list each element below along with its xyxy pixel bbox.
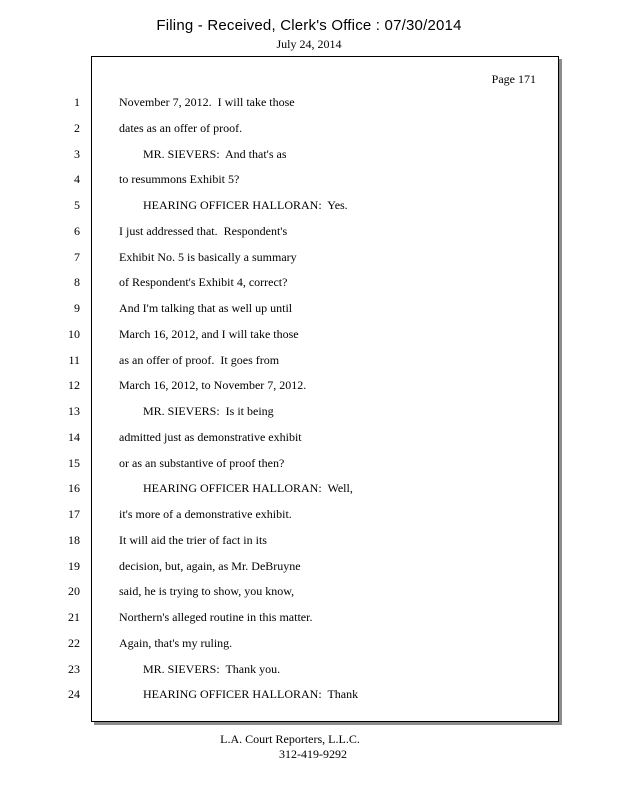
line-number: 16 <box>68 481 80 496</box>
line-text: HEARING OFFICER HALLORAN: Well, <box>119 481 353 496</box>
line-number: 1 <box>74 95 80 109</box>
line-text: March 16, 2012, and I will take those <box>119 326 299 341</box>
line-text: of Respondent's Exhibit 4, correct? <box>119 275 288 290</box>
line-number: 3 <box>74 146 80 161</box>
line-number: 19 <box>68 558 80 573</box>
line-text: And I'm talking that as well up until <box>119 301 293 315</box>
line-text: Northern's alleged routine in this matter. <box>119 610 313 624</box>
transcript-line <box>0 94 618 110</box>
line-number: 5 <box>74 198 80 212</box>
transcript-line <box>0 326 618 342</box>
transcript-line <box>0 480 618 496</box>
line-text: MR. SIEVERS: Thank you. <box>119 661 281 676</box>
line-text: it's more of a demonstrative exhibit. <box>119 507 292 521</box>
transcript-date: July 24, 2014 <box>276 37 342 51</box>
line-number: 12 <box>68 378 80 393</box>
line-number: 2 <box>74 120 80 135</box>
transcript-line <box>0 120 618 136</box>
transcript-line <box>0 274 618 290</box>
transcript-line <box>0 583 618 599</box>
transcript-line <box>0 171 618 187</box>
transcript-line <box>0 455 618 471</box>
line-text: as an offer of proof. It goes from <box>119 352 280 367</box>
transcript-line <box>0 249 618 265</box>
transcript-line <box>0 197 618 213</box>
line-number: 23 <box>68 661 80 676</box>
line-text: or as an substantive of proof then? <box>119 455 285 470</box>
line-text: admitted just as demonstrative exhibit <box>119 429 302 444</box>
transcript-line <box>0 506 618 522</box>
line-text: HEARING OFFICER HALLORAN: Thank <box>119 687 359 702</box>
line-number: 6 <box>74 223 80 238</box>
line-number: 10 <box>68 326 80 341</box>
transcript-line <box>0 532 618 548</box>
line-text: HEARING OFFICER HALLORAN: Yes. <box>119 198 348 212</box>
transcript-line <box>0 300 618 316</box>
transcript-line <box>0 429 618 445</box>
transcript-line <box>0 686 618 702</box>
line-number: 9 <box>74 301 80 315</box>
line-number: 24 <box>68 687 80 702</box>
footer-phone: 312-419-9292 <box>279 747 347 761</box>
line-number: 22 <box>68 635 80 650</box>
transcript-line <box>0 558 618 574</box>
line-text: decision, but, again, as Mr. DeBruyne <box>119 558 301 573</box>
line-number: 11 <box>68 352 80 367</box>
line-number: 14 <box>68 429 80 444</box>
line-text: to resummons Exhibit 5? <box>119 172 240 187</box>
transcript-line <box>0 223 618 239</box>
line-text: MR. SIEVERS: Is it being <box>119 404 274 418</box>
filing-stamp: Filing - Received, Clerk's Office : 07/30/2014 <box>156 17 462 34</box>
line-text: said, he is trying to show, you know, <box>119 584 295 599</box>
line-text: November 7, 2012. I will take those <box>119 95 295 109</box>
line-number: 13 <box>68 404 80 418</box>
line-number: 21 <box>68 610 80 624</box>
transcript-line <box>0 661 618 677</box>
line-number: 15 <box>68 455 80 470</box>
transcript-line <box>0 146 618 162</box>
line-text: March 16, 2012, to November 7, 2012. <box>119 378 307 393</box>
line-number: 8 <box>74 275 80 290</box>
line-text: dates as an offer of proof. <box>119 120 243 135</box>
transcript-line <box>0 635 618 651</box>
line-text: Exhibit No. 5 is basically a summary <box>119 249 297 264</box>
line-number: 20 <box>68 584 80 599</box>
line-number: 17 <box>68 507 80 521</box>
transcript-line <box>0 352 618 368</box>
line-text: It will aid the trier of fact in its <box>119 532 267 547</box>
footer-company: L.A. Court Reporters, L.L.C. <box>220 732 360 746</box>
line-text: MR. SIEVERS: And that's as <box>119 146 287 161</box>
line-number: 7 <box>74 249 80 264</box>
line-text: I just addressed that. Respondent's <box>119 223 288 238</box>
line-number: 18 <box>68 532 80 547</box>
page-number: Page 171 <box>491 72 536 86</box>
transcript-line <box>0 403 618 419</box>
transcript-line <box>0 609 618 625</box>
line-number: 4 <box>74 172 80 187</box>
transcript-line <box>0 377 618 393</box>
line-text: Again, that's my ruling. <box>119 635 233 650</box>
